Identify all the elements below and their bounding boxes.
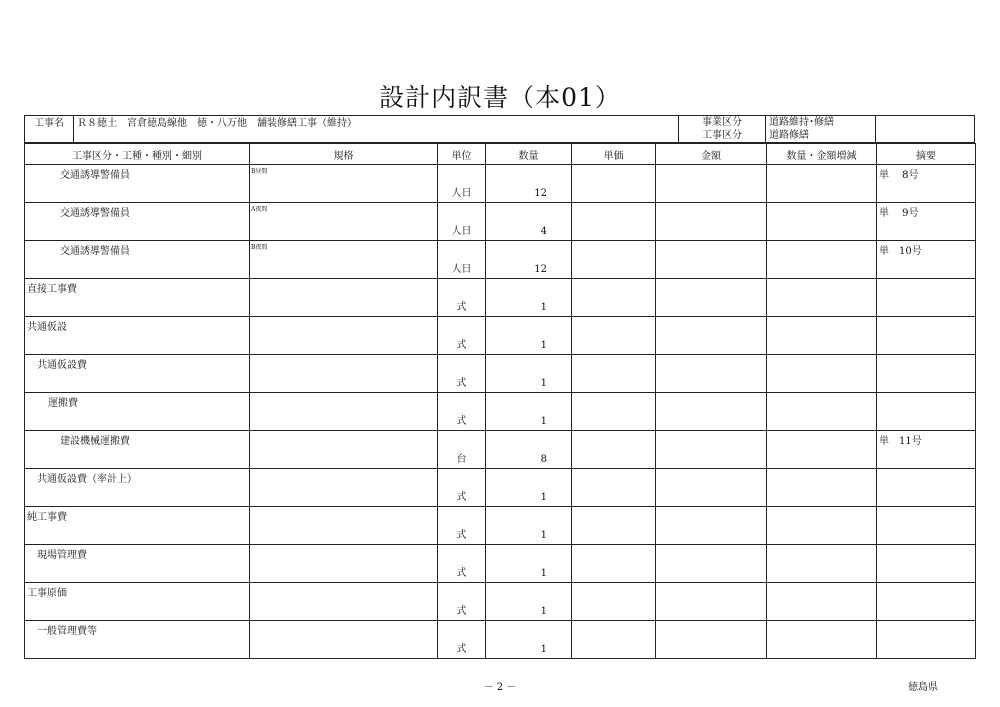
spec-cell — [250, 203, 438, 241]
unit-cell — [438, 279, 486, 317]
change-cell — [767, 165, 877, 203]
qty-text: 1 — [540, 568, 547, 579]
item-name: 交通誘導警備員 — [60, 246, 130, 257]
change-cell — [767, 507, 877, 545]
remarks-cell — [877, 203, 976, 241]
spec-text: B昼間 — [251, 168, 268, 175]
remarks-cell — [877, 393, 976, 431]
change-cell — [767, 583, 877, 621]
item-cell — [25, 469, 250, 507]
qty-cell — [486, 393, 572, 431]
unit-price-cell — [572, 545, 656, 583]
spec-cell — [250, 545, 438, 583]
change-cell — [767, 279, 877, 317]
qty-cell — [486, 165, 572, 203]
qty-cell — [486, 355, 572, 393]
item-cell — [25, 431, 250, 469]
unit-price-cell — [572, 507, 656, 545]
change-cell — [767, 469, 877, 507]
unit-cell — [438, 431, 486, 469]
remarks-text: 単 11号 — [879, 436, 922, 447]
col-header-qty: 数量 — [486, 144, 572, 165]
col-header-item: 工事区分・工種・種別・細別 — [25, 144, 250, 165]
remarks-text — [877, 279, 975, 280]
spec-cell — [250, 279, 438, 317]
remarks-cell — [877, 165, 976, 203]
table-row — [25, 583, 976, 621]
table-row — [25, 203, 976, 241]
remarks-cell — [877, 545, 976, 583]
unit-price-cell — [572, 203, 656, 241]
spec-text — [250, 431, 437, 432]
unit-cell — [438, 165, 486, 203]
unit-cell — [438, 507, 486, 545]
qty-text: 1 — [540, 378, 547, 389]
table-row — [25, 393, 976, 431]
item-cell — [25, 203, 250, 241]
page-number: － 2 － — [483, 682, 517, 693]
qty-text: 1 — [540, 416, 547, 427]
item-cell — [25, 393, 250, 431]
spec-cell — [250, 355, 438, 393]
work-category-label: 工事区分 — [702, 130, 742, 141]
amount-cell — [656, 203, 767, 241]
item-cell — [25, 165, 250, 203]
item-name: 建設機械運搬費 — [60, 436, 130, 447]
qty-cell — [486, 279, 572, 317]
change-cell — [767, 241, 877, 279]
item-cell — [25, 355, 250, 393]
qty-text: 1 — [540, 340, 547, 351]
col-header-spec: 規格 — [250, 144, 438, 165]
table-row — [25, 545, 976, 583]
spec-text — [250, 469, 437, 470]
item-cell — [25, 241, 250, 279]
qty-text: 1 — [540, 492, 547, 503]
unit-text: 式 — [456, 378, 467, 389]
unit-text: 式 — [456, 530, 467, 541]
qty-cell — [486, 507, 572, 545]
col-header-unit: 単位 — [438, 144, 486, 165]
unit-price-cell — [572, 355, 656, 393]
unit-cell — [438, 241, 486, 279]
item-name: 直接工事費 — [27, 284, 77, 295]
qty-cell — [486, 583, 572, 621]
qty-text: 1 — [540, 606, 547, 617]
item-name: 共通仮設費 — [37, 360, 87, 371]
table-row — [25, 621, 976, 659]
spec-cell — [250, 317, 438, 355]
unit-text: 人日 — [451, 264, 472, 275]
table-row — [25, 165, 976, 203]
qty-cell — [486, 431, 572, 469]
spec-cell — [250, 241, 438, 279]
remarks-text — [877, 507, 975, 508]
amount-cell — [656, 583, 767, 621]
table-row — [25, 431, 976, 469]
project-name-label: 工事名 — [25, 116, 74, 143]
item-name: 一般管理費等 — [37, 626, 97, 637]
unit-price-cell — [572, 431, 656, 469]
category-values — [769, 116, 873, 142]
table-row — [25, 469, 976, 507]
item-cell — [25, 545, 250, 583]
unit-cell — [438, 545, 486, 583]
table-row — [25, 279, 976, 317]
unit-text: 式 — [456, 416, 467, 427]
spec-text — [250, 545, 437, 546]
remarks-text — [877, 583, 975, 584]
change-cell — [767, 355, 877, 393]
remarks-cell — [877, 583, 976, 621]
item-name: 運搬費 — [48, 398, 78, 409]
spec-cell — [250, 165, 438, 203]
project-name-value: Ｒ８徳土 宮倉徳島線他 徳・八万他 舗装修繕工事（維持） — [77, 118, 357, 129]
unit-cell — [438, 393, 486, 431]
spec-text — [250, 355, 437, 356]
table-row — [25, 317, 976, 355]
item-cell — [25, 507, 250, 545]
project-header — [24, 115, 975, 143]
amount-cell — [656, 507, 767, 545]
breakdown-table — [24, 143, 976, 659]
qty-text: 1 — [540, 302, 547, 313]
unit-text: 式 — [456, 568, 467, 579]
spec-text — [250, 583, 437, 584]
qty-cell — [486, 241, 572, 279]
remarks-text — [877, 355, 975, 356]
amount-cell — [656, 431, 767, 469]
unit-text: 式 — [456, 606, 467, 617]
amount-cell — [656, 621, 767, 659]
unit-price-cell — [572, 241, 656, 279]
remarks-text — [877, 317, 975, 318]
spec-cell — [250, 469, 438, 507]
qty-cell — [486, 317, 572, 355]
change-cell — [767, 203, 877, 241]
spec-text — [250, 317, 437, 318]
item-cell — [25, 317, 250, 355]
remarks-text — [877, 393, 975, 394]
unit-cell — [438, 203, 486, 241]
remarks-text — [877, 469, 975, 470]
amount-cell — [656, 279, 767, 317]
qty-text: 1 — [540, 644, 547, 655]
remarks-text: 単 8号 — [879, 170, 919, 181]
unit-text: 人日 — [451, 226, 472, 237]
col-header-remarks: 摘要 — [877, 144, 976, 165]
remarks-cell — [877, 469, 976, 507]
work-category-value: 道路修繕 — [769, 130, 809, 141]
unit-text: 式 — [456, 340, 467, 351]
qty-text: 1 — [540, 530, 547, 541]
change-cell — [767, 545, 877, 583]
remarks-cell — [877, 279, 976, 317]
change-cell — [767, 621, 877, 659]
document-title: 設計内訳書（本01） — [379, 83, 621, 112]
spec-cell — [250, 507, 438, 545]
item-name: 純工事費 — [27, 512, 67, 523]
qty-text: 8 — [540, 454, 547, 465]
unit-price-cell — [572, 393, 656, 431]
remarks-cell — [877, 355, 976, 393]
item-name: 現場管理費 — [37, 550, 87, 561]
change-cell — [767, 317, 877, 355]
col-header-unit-price: 単価 — [572, 144, 656, 165]
header-divider — [875, 116, 876, 142]
qty-text: 12 — [534, 188, 547, 199]
col-header-amount: 金額 — [656, 144, 767, 165]
qty-cell — [486, 469, 572, 507]
unit-price-cell — [572, 279, 656, 317]
spec-cell — [250, 393, 438, 431]
unit-price-cell — [572, 165, 656, 203]
amount-cell — [656, 317, 767, 355]
qty-cell — [486, 545, 572, 583]
spec-cell — [250, 621, 438, 659]
remarks-cell — [877, 507, 976, 545]
spec-text — [250, 507, 437, 508]
item-cell — [25, 621, 250, 659]
unit-text: 式 — [456, 302, 467, 313]
amount-cell — [656, 393, 767, 431]
unit-cell — [438, 621, 486, 659]
spec-cell — [250, 431, 438, 469]
amount-cell — [656, 165, 767, 203]
qty-text: 12 — [534, 264, 547, 275]
item-name: 工事原価 — [27, 588, 67, 599]
header-divider — [765, 116, 766, 142]
unit-text: 式 — [456, 644, 467, 655]
unit-price-cell — [572, 621, 656, 659]
remarks-text: 単 10号 — [879, 246, 922, 257]
spec-text — [250, 393, 437, 394]
item-name: 共通仮設 — [27, 322, 67, 333]
business-category-value: 道路維持･修繕 — [769, 117, 834, 128]
table-row — [25, 241, 976, 279]
qty-text: 4 — [540, 226, 547, 237]
table-row — [25, 355, 976, 393]
spec-text: B夜間 — [251, 244, 268, 251]
remarks-text — [877, 621, 975, 622]
remarks-cell — [877, 621, 976, 659]
unit-cell — [438, 355, 486, 393]
organization-name: 徳島県 — [908, 682, 938, 693]
table-body — [25, 165, 976, 659]
remarks-text — [877, 545, 975, 546]
unit-cell — [438, 317, 486, 355]
item-name: 交通誘導警備員 — [60, 208, 130, 219]
change-cell — [767, 431, 877, 469]
unit-price-cell — [572, 317, 656, 355]
unit-cell — [438, 583, 486, 621]
amount-cell — [656, 241, 767, 279]
table-row — [25, 507, 976, 545]
item-name: 交通誘導警備員 — [60, 170, 130, 181]
qty-cell — [486, 203, 572, 241]
remarks-cell — [877, 317, 976, 355]
amount-cell — [656, 469, 767, 507]
table-header-row — [25, 144, 976, 165]
spec-cell — [250, 583, 438, 621]
remarks-cell — [877, 241, 976, 279]
unit-price-cell — [572, 469, 656, 507]
item-name: 共通仮設費（率計上） — [37, 474, 137, 485]
item-cell — [25, 583, 250, 621]
business-category-label: 事業区分 — [702, 117, 742, 128]
item-cell — [25, 279, 250, 317]
remarks-text: 単 9号 — [879, 208, 919, 219]
spec-text: A夜間 — [251, 206, 268, 213]
unit-text: 人日 — [451, 188, 472, 199]
spec-text — [250, 279, 437, 280]
col-header-change: 数量・金額増減 — [767, 144, 877, 165]
category-labels — [679, 116, 765, 142]
spec-text — [250, 621, 437, 622]
unit-price-cell — [572, 583, 656, 621]
unit-cell — [438, 469, 486, 507]
qty-cell — [486, 621, 572, 659]
amount-cell — [656, 355, 767, 393]
amount-cell — [656, 545, 767, 583]
remarks-cell — [877, 431, 976, 469]
unit-text: 台 — [456, 454, 467, 465]
unit-text: 式 — [456, 492, 467, 503]
change-cell — [767, 393, 877, 431]
